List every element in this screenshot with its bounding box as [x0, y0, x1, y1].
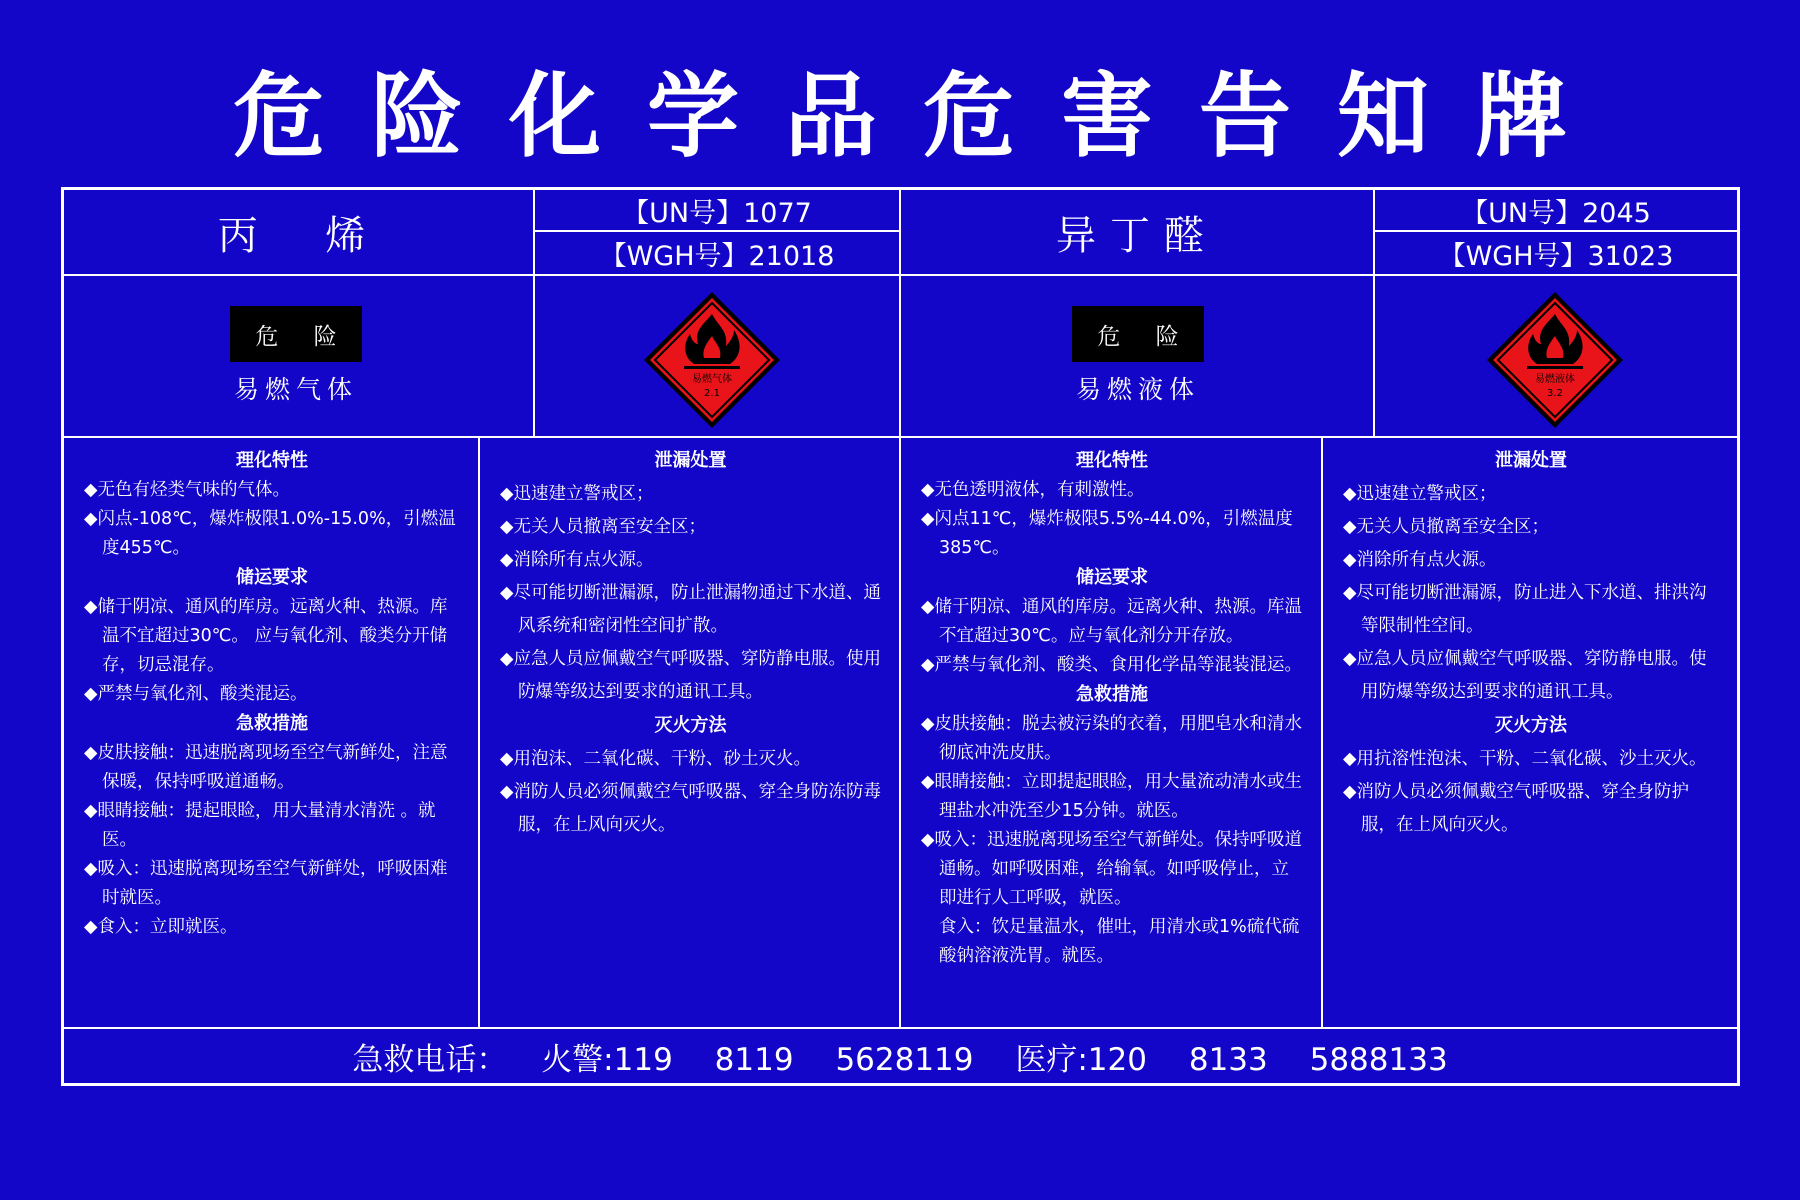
left-info-column — [64, 446, 478, 942]
divider — [64, 1027, 1737, 1029]
list-item: ◆迅速建立警戒区； — [500, 484, 654, 504]
list-item: ◆用泡沫、二氧化碳、干粉、砂土灭火。 — [500, 749, 811, 769]
list-item: ◆皮肤接触：迅速脱离现场至空气新鲜处，注意保暖，保持呼吸道通畅。 — [84, 743, 448, 792]
danger-signal-left: 危 险 — [230, 306, 362, 362]
list-item: ◆储于阴凉、通风的库房。远离火种、热源。库温不宜超过30℃。 应与氧化剂、酸类分开储存，切忌混存。 — [84, 597, 448, 675]
fire-number-local: 5628119 — [835, 1042, 974, 1078]
flame-pictogram-icon — [642, 290, 782, 430]
list-item: ◆无色有烃类气味的气体。 — [84, 480, 290, 500]
medical-number: 医疗:120 — [1015, 1042, 1147, 1078]
list-item: ◆严禁与氧化剂、酸类、食用化学品等混装混运。 — [921, 655, 1302, 675]
emergency-label: 急救电话： — [352, 1042, 508, 1078]
diamond-label-right: 易燃液体 — [1535, 374, 1575, 385]
chemical-name-left: 丙 烯 — [217, 212, 380, 259]
emergency-phone-bar — [0, 1040, 1800, 1080]
section-title: 急救措施 — [236, 713, 308, 734]
list-item: ◆无关人员撤离至安全区； — [1343, 517, 1549, 537]
list-item: ◆尽可能切断泄漏源，防止进入下水道、排洪沟等限制性空间。 — [1343, 583, 1707, 636]
list-item: ◆吸入：迅速脱离现场至空气新鲜处，呼吸困难时就医。 — [84, 859, 448, 908]
section-title: 理化特性 — [1076, 450, 1148, 471]
list-item: ◆用抗溶性泡沫、干粉、二氧化碳、沙土灭火。 — [1343, 749, 1707, 769]
diamond-class-left: 2.1 — [704, 388, 720, 399]
notice-board — [61, 187, 1740, 1086]
list-item: ◆无色透明液体，有刺激性。 — [921, 480, 1145, 500]
wgh-number-right: 【WGH号】31023 — [1438, 240, 1674, 272]
flammable-diamond-right — [1485, 290, 1625, 434]
list-item: ◆眼睛接触：立即提起眼睑，用大量流动清水或生理盐水冲洗至少15分钟。就医。 — [921, 772, 1302, 821]
right-response-column — [1323, 444, 1737, 842]
list-item: ◆吸入：迅速脱离现场至空气新鲜处。保持呼吸道通畅。如呼吸困难，给输氧。如呼吸停止，立即进行人工呼吸，就医。 — [921, 830, 1302, 908]
fire-number: 火警:119 — [541, 1042, 673, 1078]
list-item: ◆眼睛接触：提起眼睑，用大量清水清洗 。就医。 — [84, 801, 436, 850]
medical-number-alt: 8133 — [1188, 1042, 1268, 1078]
list-item: 食入：饮足量温水，催吐，用清水或1%硫代硫酸钠溶液洗胃。就医。 — [939, 917, 1300, 966]
list-item: ◆消除所有点火源。 — [500, 550, 654, 570]
fire-number-alt: 8119 — [714, 1042, 794, 1078]
list-item: ◆严禁与氧化剂、酸类混运。 — [84, 684, 308, 704]
list-item: ◆食入：立即就医。 — [84, 917, 238, 937]
list-item: ◆储于阴凉、通风的库房。远离火种、热源。库温不宜超过30℃。应与氧化剂分开存放。 — [921, 597, 1302, 646]
section-title: 泄漏处置 — [654, 450, 727, 471]
list-item: ◆迅速建立警戒区； — [1343, 484, 1497, 504]
section-title: 储运要求 — [236, 567, 308, 588]
list-item: ◆闪点-108℃，爆炸极限1.0%-15.0%，引燃温度455℃。 — [84, 509, 456, 558]
un-number-right: 【UN号】2045 — [1461, 197, 1651, 229]
hazard-class-left: 易燃气体 — [233, 375, 358, 404]
section-title: 泄漏处置 — [1495, 450, 1567, 471]
danger-signal-right: 危 险 — [1072, 306, 1204, 362]
wgh-number-left: 【WGH号】21018 — [599, 240, 835, 272]
list-item: ◆应急人员应佩戴空气呼吸器、穿防静电服。使用防爆等级达到要求的通讯工具。 — [1343, 649, 1707, 702]
list-item: ◆皮肤接触：脱去被污染的衣着，用肥皂水和清水彻底冲洗皮肤。 — [921, 714, 1302, 763]
right-info-column — [901, 446, 1321, 971]
section-title: 灭火方法 — [1495, 715, 1567, 736]
diamond-class-right: 3.2 — [1547, 388, 1563, 399]
hazard-class-right: 易燃液体 — [1075, 375, 1200, 404]
flammable-diamond-left — [642, 290, 782, 434]
list-item: ◆尽可能切断泄漏源，防止泄漏物通过下水道、通风系统和密闭性空间扩散。 — [500, 583, 881, 636]
section-title: 灭火方法 — [654, 715, 727, 736]
section-title: 理化特性 — [236, 450, 308, 471]
page-title: 危险化学品危害告知牌 — [232, 63, 1613, 170]
list-item: ◆消防人员必须佩戴空气呼吸器、穿全身防冻防毒服，在上风向灭火。 — [500, 782, 881, 835]
un-number-left: 【UN号】1077 — [622, 197, 812, 229]
diamond-label-left: 易燃气体 — [692, 374, 732, 385]
list-item: ◆消除所有点火源。 — [1343, 550, 1497, 570]
left-response-column — [480, 444, 899, 842]
section-title: 储运要求 — [1076, 567, 1148, 588]
list-item: ◆应急人员应佩戴空气呼吸器、穿防静电服。使用防爆等级达到要求的通讯工具。 — [500, 649, 881, 702]
list-item: ◆无关人员撤离至安全区； — [500, 517, 706, 537]
flame-pictogram-icon — [1485, 290, 1625, 430]
list-item: ◆闪点11℃，爆炸极限5.5%-44.0%，引燃温度385℃。 — [921, 509, 1293, 558]
medical-number-local: 5888133 — [1309, 1042, 1448, 1078]
section-title: 急救措施 — [1076, 684, 1148, 705]
list-item: ◆消防人员必须佩戴空气呼吸器、穿全身防护服，在上风向灭火。 — [1343, 782, 1689, 835]
chemical-name-right: 异丁醛 — [1056, 212, 1218, 259]
